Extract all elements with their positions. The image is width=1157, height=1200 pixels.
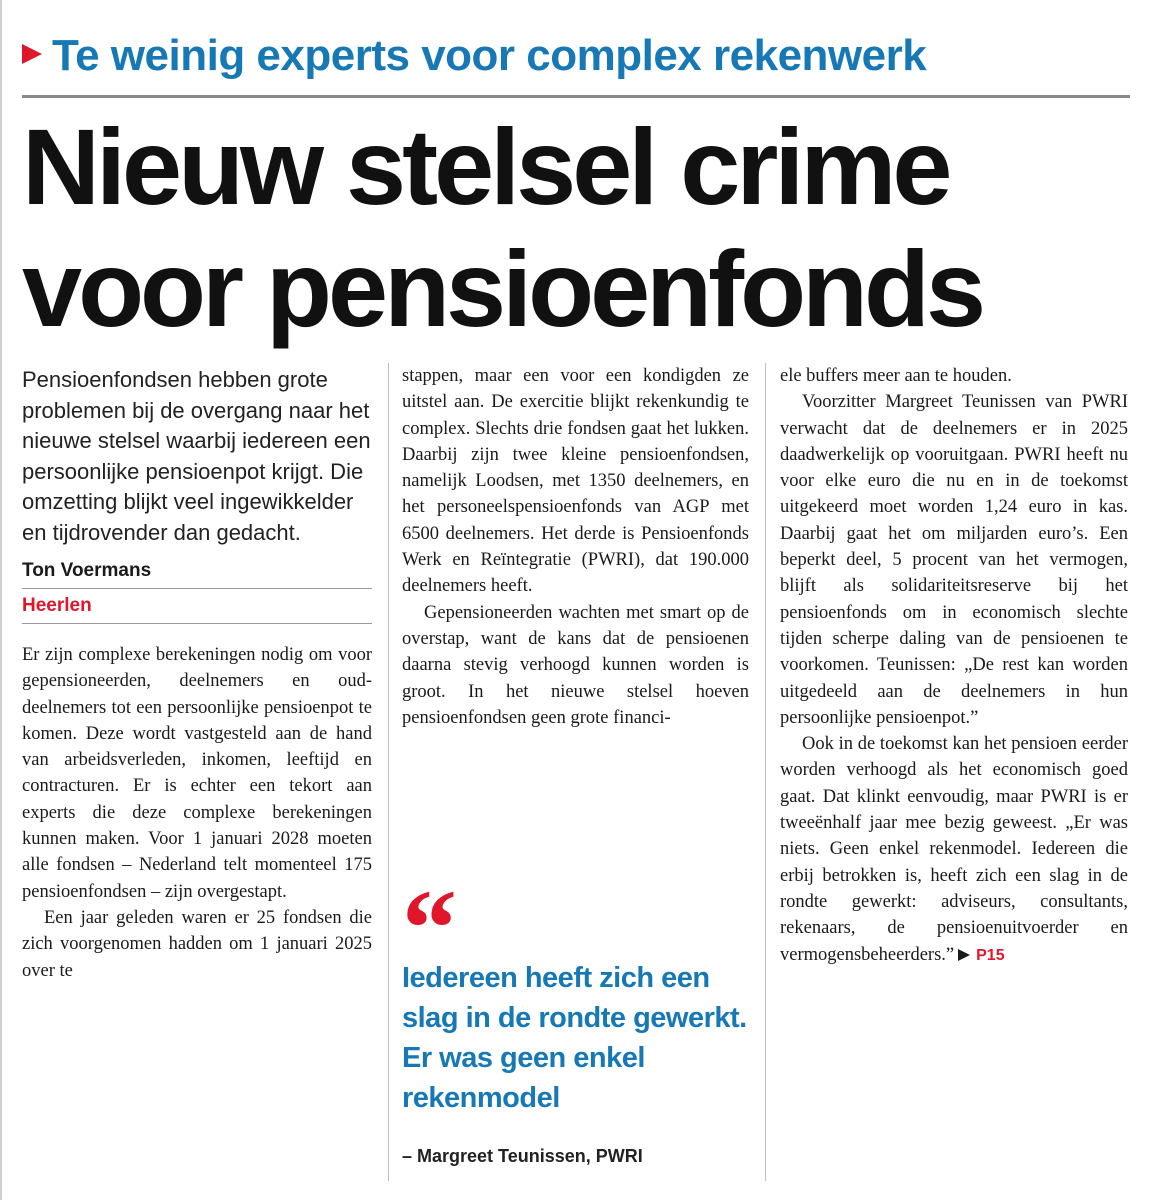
body-paragraph <box>780 731 1128 969</box>
body-paragraph: ele buffers meer aan te houden. <box>780 366 1012 386</box>
divider <box>22 588 372 589</box>
author: Ton Voermans <box>22 560 152 581</box>
kicker-text: Te weinig experts voor complex rekenwerk <box>52 31 927 80</box>
headline-line-1: Nieuw stelsel crime <box>22 106 949 227</box>
kicker <box>22 28 1132 84</box>
column-divider <box>765 363 766 1181</box>
body-paragraph: Er zijn complexe berekeningen nodig om voor gepensioneerden, deelnemers en oud-deelnemers tot een persoonlijke pensioenpot te komen. Deze wordt vastgesteld aan de hand van arbeidsverleden, inkomen, leeftijd en contracturen. Er is echter een tekort aan experts die deze complexe berekeningen kunnen maken. Voor 1 januari 2028 moeten alle fondsen – Nederland telt momenteel 175 pensioenfondsen – zijn overgestapt. <box>22 645 372 902</box>
body-paragraph: Voorzitter Margreet Teunissen van PWRI verwacht dat de deelnemers er in 2025 daadwerkelijk op vooruitgaan. PWRI heeft nu voor elke euro die nu en in de toekomst uitgekeerd moet worden 1,24 euro in kas. Daarbij gaat het om miljarden euro’s. Een beperkt deel, 5 procent van het vermogen, blijft als solidariteitsreserve bij het pensioenfonds om in economisch slechte tijden scherpe daling van de pensioenen te voorkomen. Teunissen: „De rest kan worden uitgedeeld aan de deelnemers in hun persoonlijke pensioenpot.” <box>780 392 1128 728</box>
headline <box>22 106 1137 350</box>
intro-text: Pensioenfondsen hebben grote problemen bij de overgang naar het nieuwe stelsel waarbij iedereen een persoonlijke pensioenpot krijgt. Die omzetting blijkt veel ingewikkelder en tijdrovender dan gedacht. <box>22 367 371 545</box>
column-divider <box>388 363 389 1181</box>
body-text: Ook in de toekomst kan het pensioen eerder worden verhoogd als het economisch goed gaat. Dat klinkt eenvoudig, maar PWRI is er tweeënhalf jaar mee bezig geweest. „Er was niets. Geen enkel rekenmodel. Iedereen die erbij betrokken is, heeft zich een slag in de rondte gewerkt: adviseurs, consultants, rekenaars, de pensioenuitvoerder en vermogensbeheerders.” <box>780 734 1128 965</box>
quote-text: Iedereen heeft zich een slag in de rondte gewerkt. Er was geen enkel rekenmodel <box>402 962 747 1114</box>
page-reference[interactable]: P15 <box>976 946 1005 964</box>
page-edge <box>0 0 2 1200</box>
arrow-right-icon <box>958 949 970 961</box>
body-paragraph: Gepensioneerden wachten met smart op de overstap, want de kans dat de pensioenen daarna stevig verhoogd kunnen worden is groot. In het nieuwe stelsel hoeven pensioenfondsen geen grote financi- <box>402 602 749 728</box>
column-1 <box>22 365 372 984</box>
quote-attribution: – Margreet Teunissen, PWRI <box>402 1146 643 1166</box>
body-paragraph: stappen, maar een voor een kondigden ze uitstel aan. De exercitie blijkt rekenkundig te complex. Slechts drie fondsen gaat het lukken. Daarbij zijn twee kleine pensioenfondsen, namelijk Loodsen, met 1350 deelnemers, en het personeelspensioenfonds van AGP met 6500 deelnemers. Het derde is Pensioenfonds Werk en Reïntegratie (PWRI), dat 190.000 deelnemers heeft. <box>402 366 749 597</box>
pull-quote <box>402 867 747 1167</box>
location: Heerlen <box>22 595 92 616</box>
quote-icon: “ <box>402 867 457 989</box>
headline-line-2: voor pensioenfonds <box>22 228 983 349</box>
body-paragraph: Een jaar geleden waren er 25 fondsen die zich voorgenomen hadden om 1 januari 2025 over te <box>22 907 372 981</box>
divider <box>22 95 1130 98</box>
column-2 <box>402 363 749 731</box>
column-3 <box>780 363 1128 969</box>
divider <box>22 623 372 624</box>
arrow-right-icon <box>22 44 42 64</box>
